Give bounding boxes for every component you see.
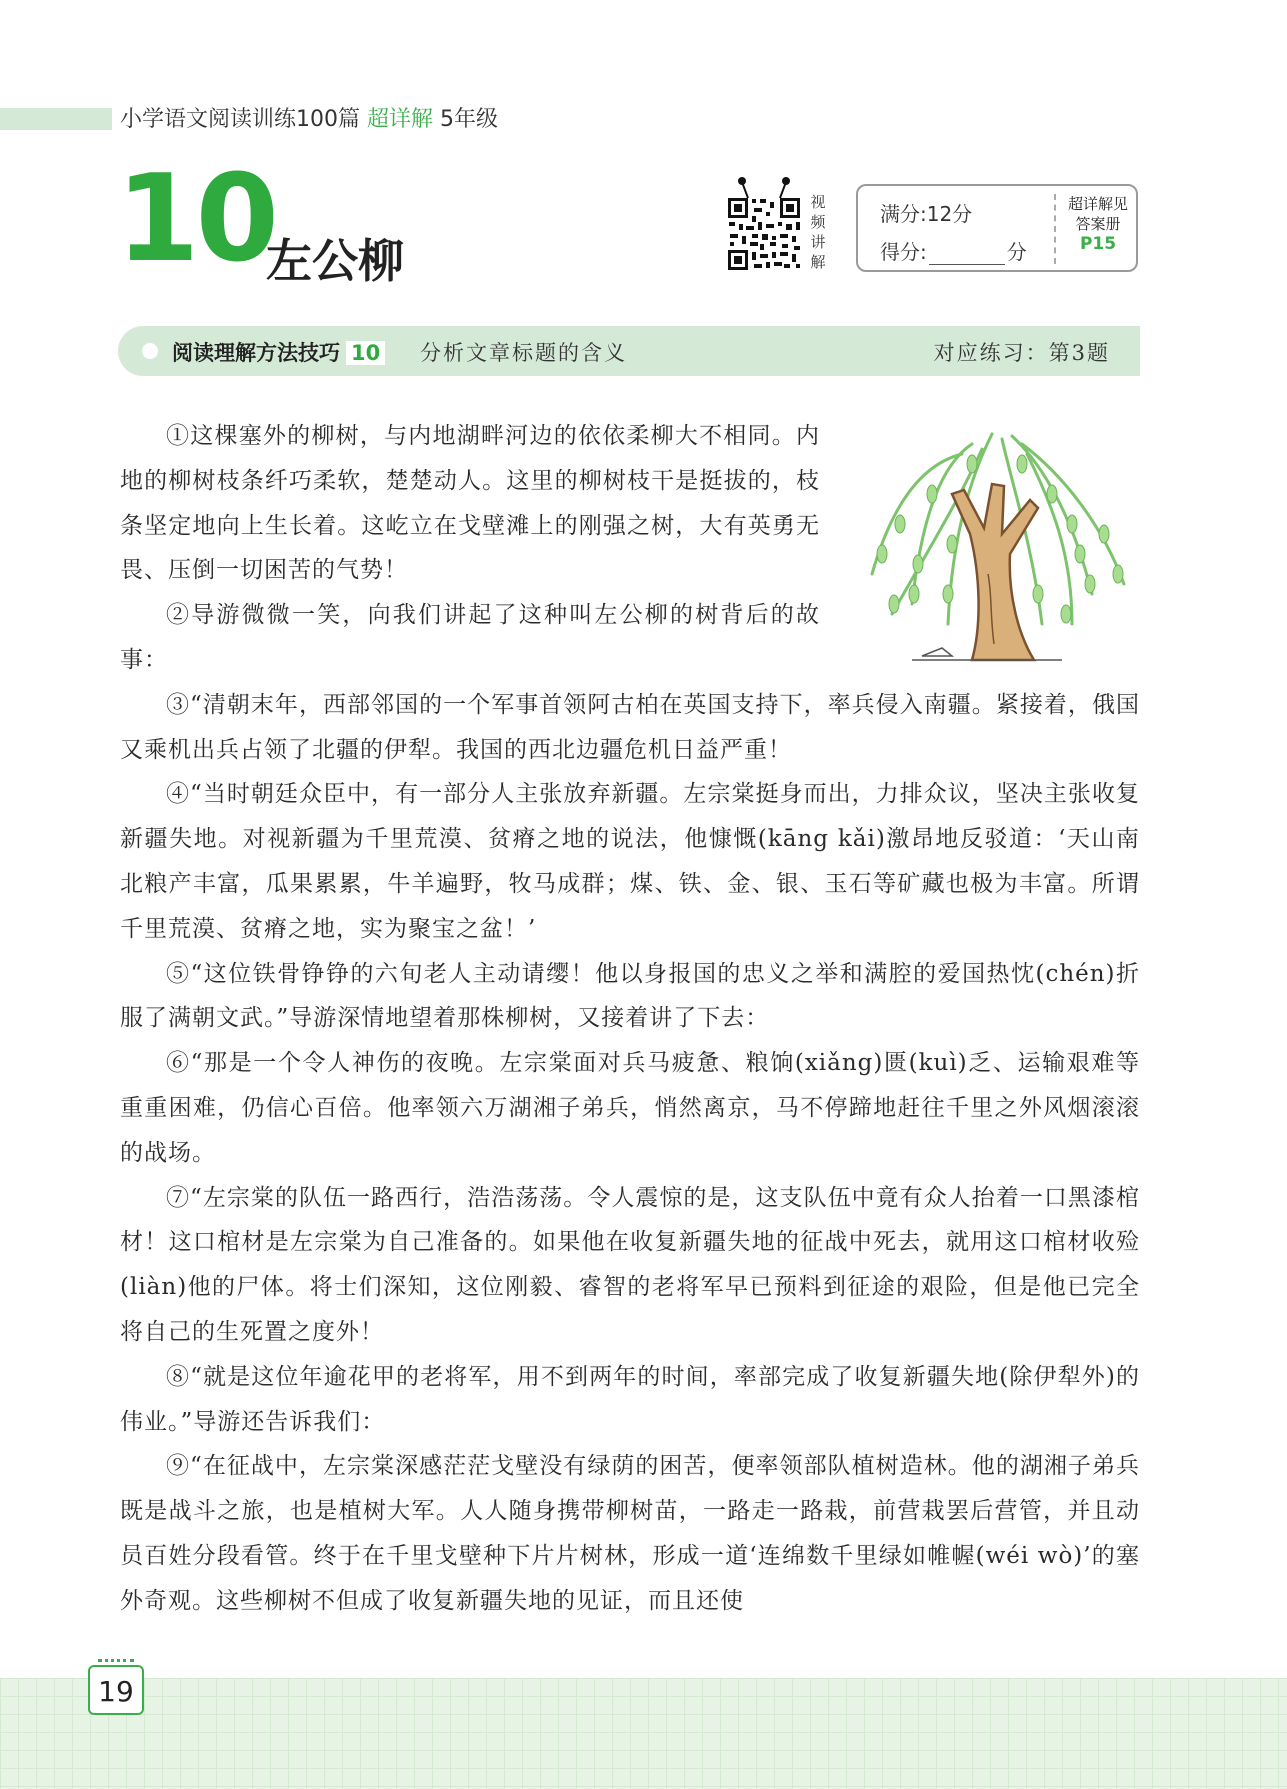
book-title-text: 小学语文阅读训练100篇 xyxy=(120,107,360,132)
lesson-title: 左公柳 xyxy=(266,234,404,288)
qr-label-char: 频 xyxy=(810,213,826,231)
qr-code-icon[interactable] xyxy=(726,196,802,272)
page-number: 19 xyxy=(88,1665,144,1715)
method-banner xyxy=(118,326,1140,376)
score-box xyxy=(856,184,1138,272)
lesson-number: 10 xyxy=(116,150,275,289)
qr-label-char: 解 xyxy=(810,253,826,271)
paragraph: ③“清朝末年，西部邻国的一个军事首领阿古柏在英国支持下，率兵侵入南疆。紧接着，俄国又乘机出兵占领了北疆的伊犁。我国的西北边疆危机日益严重！ xyxy=(120,691,1140,763)
score-full: 满分:12分 xyxy=(880,202,973,226)
paragraph: ⑤“这位铁骨铮铮的六旬老人主动请缨！他以身报国的忠义之举和满腔的爱国热忱(chén)折服了满朝文武。”导游深情地望着那株柳树，又接着讲了下去： xyxy=(120,960,1140,1032)
footer-grid xyxy=(0,1678,1287,1789)
book-title xyxy=(120,102,498,133)
method-practice: 对应练习：第3题 xyxy=(933,341,1110,365)
article-body xyxy=(120,414,1140,1624)
answer-reference xyxy=(1060,194,1136,254)
score-got xyxy=(880,236,1027,265)
answer-page: P15 xyxy=(1079,234,1117,254)
qr-antenna-icon xyxy=(734,176,794,200)
qr-label-char: 讲 xyxy=(810,233,826,251)
paragraph: ⑥“那是一个令人神伤的夜晚。左宗棠面对兵马疲惫、粮饷(xiǎng)匮(kuì)乏、运输艰难等重重困难，仍信心百倍。他率领六万湖湘子弟兵，悄然离京，马不停蹄地赶往千里之外风烟滚滚的战场。 xyxy=(120,1050,1140,1166)
method-label-text: 阅读理解方法技巧 xyxy=(172,341,340,365)
score-got-unit: 分 xyxy=(1006,240,1027,264)
answer-line1: 超详解见 xyxy=(1067,195,1128,213)
answer-line2: 答案册 xyxy=(1075,215,1121,233)
qr-label-char: 视 xyxy=(810,193,826,211)
book-grade: 5年级 xyxy=(440,107,499,132)
paragraph: ①这棵塞外的柳树，与内地湖畔河边的依依柔柳大不相同。内地的柳树枝条纤巧柔软，楚楚动人。这里的柳树枝干是挺拔的，枝条坚定地向上生长着。这屹立在戈壁滩上的刚强之树，大有英勇无畏、压倒一切困苦的气势！ xyxy=(120,423,820,584)
qr-label xyxy=(806,192,830,272)
score-input-line[interactable] xyxy=(929,246,1005,265)
header-band xyxy=(0,108,112,130)
score-divider xyxy=(1054,194,1056,264)
method-topic: 分析文章标题的含义 xyxy=(420,341,627,365)
paragraph: ④“当时朝廷众臣中，有一部分人主张放弃新疆。左宗棠挺身而出，力排众议，坚决主张收复新疆失地。对视新疆为千里荒漠、贫瘠之地的说法，他慷慨(kāng kǎi)激昂地反驳道：‘天山南北粮产丰富，瓜果累累，牛羊遍野，牧马成群；煤、铁、金、银、玉石等矿藏也极为丰富。所谓千里荒漠、贫瘠之地，实为聚宝之盆！’ xyxy=(120,781,1140,942)
paragraph: ⑦“左宗棠的队伍一路西行，浩浩荡荡。令人震惊的是，这支队伍中竟有众人抬着一口黑漆棺材！这口棺材是左宗棠为自己准备的。如果他在收复新疆失地的征战中死去，就用这口棺材收殓(liàn)他的尸体。将士们深知，这位刚毅、睿智的老将军早已预料到征途的艰险，但是他已完全将自己的生死置之度外！ xyxy=(120,1184,1140,1345)
paragraph: ⑨“在征战中，左宗棠深感茫茫戈壁没有绿荫的困苦，便率领部队植树造林。他的湖湘子弟兵既是战斗之旅，也是植树大军。人人随身携带柳树苗，一路走一路栽，前营栽罢后营管，并且动员百姓分段看管。终于在千里戈壁种下片片树林，形成一道‘连绵数千里绿如帷幄(wéi wò)’的塞外奇观。这些柳树不但成了收复新疆失地的见证，而且还使 xyxy=(120,1453,1140,1614)
method-number: 10 xyxy=(346,341,385,365)
paragraph: ②导游微微一笑，向我们讲起了这种叫左公柳的树背后的故事： xyxy=(120,602,820,673)
book-title-highlight: 超详解 xyxy=(367,107,434,132)
bullet-icon xyxy=(142,343,158,359)
method-label xyxy=(172,337,385,367)
paragraph: ⑧“就是这位年逾花甲的老将军，用不到两年的时间，率部完成了收复新疆失地(除伊犁外)的伟业。”导游还告诉我们： xyxy=(120,1363,1140,1435)
score-got-label: 得分: xyxy=(880,240,927,264)
